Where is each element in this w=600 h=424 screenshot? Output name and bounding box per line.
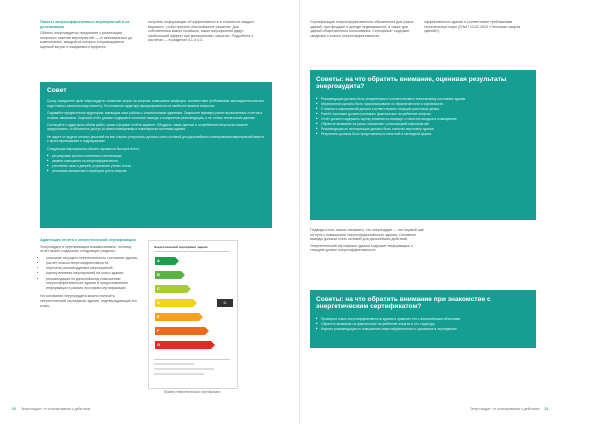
advice-bullet-list bbox=[47, 154, 265, 173]
certificate-class-label: B bbox=[157, 272, 160, 277]
conclusion-paragraph: Энергетический сертификат здания содержит информацию о текущем уровне энергоэффективности. bbox=[310, 243, 413, 253]
page-number: 21 bbox=[544, 407, 549, 411]
certificate-class-label: G bbox=[157, 342, 161, 347]
advice-box bbox=[40, 82, 272, 228]
certification-intro: Энергоаудит и сертификация взаимосвязаны, поэтому отчёт может содержать следующие разделы: bbox=[40, 244, 132, 254]
certificate-divider bbox=[154, 251, 230, 252]
audit-results-body bbox=[316, 97, 530, 136]
certification-intro-text: Сертификация энергоэффективности обязательна для новых зданий, при продаже и аренде недвижимости, а также для зданий общественного пользования. Сертификат содержит сведения о классе энергоэффективности. bbox=[310, 20, 414, 38]
certificate-advice-bullet-list bbox=[316, 317, 530, 331]
audit-results-bullet: ■ Рекомендации по эксплуатации должны быть понятны персоналу здания. bbox=[321, 127, 530, 131]
certificate-advice-box bbox=[310, 290, 536, 348]
advice-paragraph: Следующие мероприятия обычно окупаются быстрее всего: bbox=[47, 146, 140, 151]
running-title: Энергоаудит: от планирования к действию bbox=[470, 407, 540, 411]
advice-bullet: ■ регулировка систем отопления и вентиляции; bbox=[52, 154, 265, 158]
certificate-advice-bullet: ■ Изучите рекомендации по повышению энергоэффективности, указанные в сертификате. bbox=[321, 327, 530, 331]
advice-bullet: ■ утепление окон и дверей, устранение утечек тепла; bbox=[52, 164, 265, 168]
certification-bullet: • расчёт класса энергоэффективности; bbox=[46, 261, 140, 266]
certificate-class-c bbox=[155, 285, 187, 293]
intro-column-2 bbox=[148, 20, 258, 45]
certification-heading: Адаптация отчёта к энергетической сертификации bbox=[40, 238, 136, 242]
certification-bullet: • перечень рекомендуемых мероприятий; bbox=[46, 266, 140, 271]
certificate-text-line bbox=[154, 373, 204, 375]
certification-bullet: • описание текущего энергетического состояния здания; bbox=[46, 256, 140, 261]
certificate-class-label: A bbox=[157, 258, 160, 263]
audit-results-title: Советы: на что обратить внимание, оценивая результаты энергоаудита? bbox=[316, 76, 507, 91]
certificate-advice-bullet: ■ Обратите внимание на фактическое потребление энергии и его структуру. bbox=[321, 322, 530, 326]
left-footer bbox=[12, 407, 90, 411]
certificate-class-e bbox=[155, 313, 199, 321]
certificate-divider bbox=[154, 359, 230, 360]
conclusion-paragraph: Подводя итоги, важно понимать, что энергоаудит — это первый шаг на пути к повышению энергоэффективности здания. Основные выводы должны стать основой для дальнейших действий. bbox=[310, 228, 424, 242]
packages-text-continued: получить информацию об эффективности и стоимости каждого варианта, чтобы принять обоснованное решение. Для собственника важно понимать, какие мероприятия дадут наибольший эффект при минимальных затратах. Подробнее о расчётах — в разделах 4.1 и 4.3. bbox=[148, 20, 255, 43]
right-page bbox=[300, 0, 600, 424]
advice-paragraph: Согласуйте с аудитором объём работ, сроки и формат отчёта заранее. Обсудите, какие данные о потреблении энергии вы можете предоставить, и обеспечьте доступ ко всем помещениям и инженерным системам здания. bbox=[47, 123, 248, 132]
certificate-caption: Пример энергетического сертификата bbox=[163, 390, 221, 394]
audit-results-bullet: ■ Мероприятия должны быть проранжированы по эффективности и окупаемости. bbox=[321, 102, 530, 106]
certification-bullet-list bbox=[40, 256, 140, 291]
audit-results-bullet: ■ Результаты должны быть представлены в понятной и наглядной форме. bbox=[321, 132, 530, 136]
certification-section bbox=[40, 238, 140, 310]
advice-box-body bbox=[47, 99, 265, 173]
audit-results-bullet-list bbox=[316, 97, 530, 136]
certificate-text-line bbox=[154, 363, 194, 365]
audit-results-bullet: ■ Рекомендации должны быть конкретными и соответствовать техническому состоянию здания. bbox=[321, 97, 530, 101]
audit-results-bullet: ■ Обратите внимание на риски, связанные с реализацией мероприятий. bbox=[321, 122, 530, 126]
audit-results-bullet: ■ Стоимость мероприятий должна соответствовать текущим рыночным ценам. bbox=[321, 107, 530, 111]
certificate-class-label: C bbox=[157, 286, 160, 291]
certificate-advice-body bbox=[316, 317, 530, 331]
certificate-class-b bbox=[155, 271, 181, 279]
running-title: Энергоаудит: от планирования к действию bbox=[20, 407, 91, 411]
certificate-class-label: E bbox=[157, 314, 160, 319]
audit-results-bullet: ■ Расчёт экономии должен учитывать фактическое потребление энергии. bbox=[321, 112, 530, 116]
energy-certificate-image bbox=[148, 240, 238, 389]
right-footer bbox=[470, 407, 548, 411]
advice-paragraph: Сразу определите цели энергоаудита: снижение затрат на энергию, повышение комфорта, соответствие требованиям законодательства или подготовка к капитальному ремонту. Это позволит аудитору сфокусироваться на наиболее важных вопросах. bbox=[47, 99, 265, 108]
certification-bullet: • оценку влияния мероприятий на класс здания; bbox=[46, 271, 140, 276]
certificate-title: Энергетический сертификат здания bbox=[154, 245, 208, 249]
certificate-class-a bbox=[155, 257, 175, 265]
certificate-current-class-pointer: D bbox=[217, 299, 233, 307]
certificate-text-line bbox=[154, 368, 214, 370]
certificate-class-d bbox=[155, 299, 193, 307]
advice-box-title: Совет bbox=[47, 87, 67, 94]
right-intro-column-1 bbox=[310, 20, 418, 40]
certificate-class-label: F bbox=[157, 328, 160, 333]
certificate-advice-title: Советы: на что обратить внимание при знакомстве с энергетическим сертификатом? bbox=[316, 296, 491, 311]
certification-note: На основании энергоаудита можно получить энергетический сертификат здания, подтверждающий его класс. bbox=[40, 294, 137, 308]
audit-results-box bbox=[310, 70, 536, 220]
packages-heading: Пакеты энергоэффективных мероприятий и их детализация bbox=[40, 20, 130, 29]
advice-paragraph: Не ждите от аудита готовых решений на все случаи: результаты должны стать основой для дальнейшего планирования мероприятий вместе с проектировщиками и подрядчиками. bbox=[47, 134, 265, 144]
certificate-advice-bullet: ■ Проверьте класс энергоэффективности здания и сравните его с аналогичными объектами. bbox=[321, 317, 530, 321]
page-number: 20 bbox=[12, 407, 16, 411]
audit-results-bullet: ■ Отчёт должен содержать оценку влияния на комфорт и качество воздуха в помещениях. bbox=[321, 117, 530, 121]
right-middle-text bbox=[310, 228, 426, 255]
certificate-class-f bbox=[155, 327, 205, 335]
certification-intro-text-continued: эффективности здания и соответствие требованиям строительных норм (СНиП 23-02-2003 «Тепловая защита зданий»). bbox=[424, 20, 521, 34]
advice-bullet: ■ замена освещения на энергоэффективное; bbox=[52, 159, 265, 163]
certification-bullet: • рекомендации по дальнейшему повышению энергоэффективности здания и предоставлению информации в рамках программ сертификации. bbox=[46, 277, 140, 291]
right-intro-column-2 bbox=[424, 20, 532, 36]
packages-text: Обычно энергоаудитор предлагает к реализации несколько пакетов мероприятий — от минимальных до комплексных, каждый из которых сопровождается оценкой затрат и ожидаемого эффекта. bbox=[40, 31, 133, 49]
intro-column-1 bbox=[40, 20, 138, 52]
advice-paragraph: Отдавайте предпочтение аудиторам, имеющим опыт работы с аналогичными зданиями. Запросите примеры ранее выполненных отчётов и отзывы заказчиков. Хороший отчёт должен содержать понятные выводы и конкретные рекомендации, а не только технические данные. bbox=[47, 111, 263, 120]
certificate-class-g bbox=[155, 341, 211, 349]
certificate-class-label: D bbox=[157, 300, 160, 305]
advice-bullet: ■ установка автоматики и приборов учёта энергии. bbox=[52, 169, 265, 173]
